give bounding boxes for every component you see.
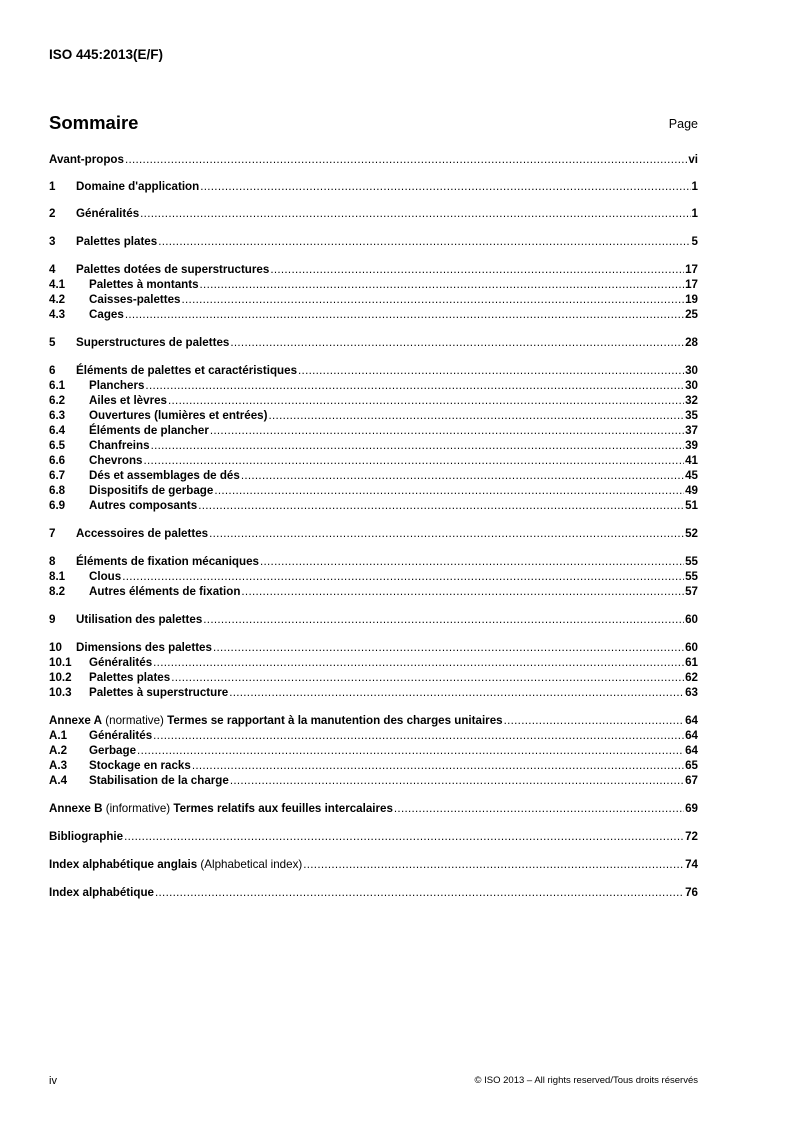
- toc-entry-page: 63: [685, 686, 698, 699]
- toc-entry-label: [49, 801, 393, 816]
- toc-entry-3[interactable]: [49, 234, 698, 249]
- toc-entry-5[interactable]: [49, 335, 698, 350]
- toc-entry-page: 30: [685, 364, 698, 377]
- page-title: Sommaire: [49, 112, 139, 133]
- toc-entry-label: Clous: [89, 570, 122, 583]
- dot-leader: [270, 262, 684, 277]
- toc-entry-page: 64: [685, 729, 698, 742]
- toc-entry-label: Gerbage: [89, 744, 137, 757]
- toc-entry-page: 1: [691, 180, 698, 193]
- dot-leader: [198, 498, 684, 513]
- toc-entry-page: 72: [685, 830, 698, 843]
- toc-entry-label: Bibliographie: [49, 830, 124, 843]
- toc-entry-label: Planchers: [89, 379, 145, 392]
- toc-entry-page: 62: [685, 671, 698, 684]
- toc-entry-number: 4.3: [49, 308, 66, 321]
- toc-entry-label: Éléments de palettes et caractéristiques: [76, 364, 298, 377]
- dot-leader: [158, 234, 690, 249]
- toc-entry-number: 1: [49, 180, 56, 193]
- toc-entry-number: 6.7: [49, 469, 66, 482]
- toc-entry-page: 65: [685, 759, 698, 772]
- toc-entry-page: 64: [685, 714, 698, 727]
- dot-leader: [200, 179, 690, 194]
- toc-entry-page: 28: [685, 336, 698, 349]
- toc-entry-number: 4.2: [49, 293, 66, 306]
- toc-entry-6-7[interactable]: [49, 468, 698, 483]
- toc-entry-page: 55: [685, 570, 698, 583]
- toc-entry-page: 64: [685, 744, 698, 757]
- toc-entry-label: Stabilisation de la charge: [89, 774, 229, 787]
- toc-entry-number: 9: [49, 613, 56, 626]
- toc-entry-number: 6.3: [49, 409, 66, 422]
- annex-title: Termes relatifs aux feuilles intercalaires: [173, 802, 393, 815]
- toc-entry-number: 6.8: [49, 484, 66, 497]
- toc-entry-6-1[interactable]: [49, 378, 698, 393]
- toc-entry-number: 10.3: [49, 686, 72, 699]
- page-header-doc-id: ISO 445:2013(E/F): [49, 47, 164, 62]
- dot-leader: [210, 423, 684, 438]
- index-subtitle: (Alphabetical index): [197, 858, 303, 871]
- toc-entry-label: Généralités: [76, 207, 140, 220]
- toc-entry-label: Éléments de plancher: [89, 424, 209, 437]
- toc-entry-page: 60: [685, 641, 698, 654]
- toc-entry-index-anglais[interactable]: [49, 857, 698, 872]
- toc-entry-7[interactable]: [49, 526, 698, 541]
- toc-entry-annexe-b[interactable]: [49, 801, 698, 816]
- toc-entry-label: Dimensions des palettes: [76, 641, 212, 654]
- toc-entry-label: Superstructures de palettes: [76, 336, 230, 349]
- dot-leader: [298, 363, 684, 378]
- toc-entry-label: Chevrons: [89, 454, 143, 467]
- toc-entry-page: 41: [685, 454, 698, 467]
- toc-entry-a-3[interactable]: [49, 758, 698, 773]
- toc-entry-1[interactable]: [49, 179, 698, 194]
- toc-entry-6-6[interactable]: [49, 453, 698, 468]
- toc-entry-number: 3: [49, 235, 56, 248]
- toc-entry-page: vi: [688, 153, 698, 166]
- toc-entry-label: Palettes plates: [89, 671, 171, 684]
- toc-entry-10-1[interactable]: [49, 655, 698, 670]
- toc-entry-label: Index alphabétique: [49, 886, 155, 899]
- dot-leader: [137, 743, 684, 758]
- toc-entry-page: 32: [685, 394, 698, 407]
- dot-leader: [241, 468, 684, 483]
- toc-entry-label: Autres composants: [89, 499, 198, 512]
- toc-entry-number: 5: [49, 336, 56, 349]
- toc-entry-page: 45: [685, 469, 698, 482]
- dot-leader: [151, 438, 685, 453]
- dot-leader: [209, 526, 684, 541]
- dot-leader: [182, 292, 685, 307]
- toc-entry-number: A.3: [49, 759, 68, 772]
- toc-entry-4-3[interactable]: [49, 307, 698, 322]
- toc-entry-number: 10: [49, 641, 62, 654]
- toc-entry-10-3[interactable]: [49, 685, 698, 700]
- toc-entry-number: 8.1: [49, 570, 66, 583]
- toc-entry-label: [49, 713, 503, 728]
- toc-entry-6[interactable]: [49, 363, 698, 378]
- toc-entry-number: 2: [49, 207, 56, 220]
- toc-entry-number: 6.2: [49, 394, 66, 407]
- title-row: [49, 112, 698, 136]
- toc-entry-number: 4.1: [49, 278, 66, 291]
- toc-entry-number: 4: [49, 263, 56, 276]
- toc-entry-number: 6.6: [49, 454, 66, 467]
- dot-leader: [200, 277, 685, 292]
- toc-entry-label: Palettes plates: [76, 235, 158, 248]
- dot-leader: [153, 655, 684, 670]
- toc-entry-page: 19: [685, 293, 698, 306]
- dot-leader: [394, 801, 684, 816]
- toc-entry-page: 37: [685, 424, 698, 437]
- toc-entry-number: 6.1: [49, 379, 66, 392]
- toc-entry-label: Généralités: [89, 729, 153, 742]
- toc-entry-label: Éléments de fixation mécaniques: [76, 555, 259, 568]
- toc-entry-page: 35: [685, 409, 698, 422]
- toc-entry-label: Ailes et lèvres: [89, 394, 167, 407]
- toc-entry-8-1[interactable]: [49, 569, 698, 584]
- toc-entry-6-9[interactable]: [49, 498, 698, 513]
- toc-entry-6-2[interactable]: [49, 393, 698, 408]
- dot-leader: [213, 640, 684, 655]
- annex-label: Annexe A: [49, 714, 103, 727]
- annex-label: Annexe B: [49, 802, 103, 815]
- toc-entry-page: 25: [685, 308, 698, 321]
- dot-leader: [260, 554, 684, 569]
- toc-entry-label: Palettes à montants: [89, 278, 199, 291]
- toc-entry-label: Utilisation des palettes: [76, 613, 203, 626]
- toc-entry-number: 6.5: [49, 439, 66, 452]
- footer-copyright: © ISO 2013 – All rights reserved/Tous droits réservés: [474, 1075, 698, 1086]
- toc-entry-page: 76: [685, 886, 698, 899]
- toc-entry-number: 7: [49, 527, 56, 540]
- toc-entry-page: 49: [685, 484, 698, 497]
- toc-entry-number: 8: [49, 555, 56, 568]
- dot-leader: [125, 307, 684, 322]
- toc-entry-page: 1: [691, 207, 698, 220]
- toc-entry-6-5[interactable]: [49, 438, 698, 453]
- toc-entry-page: 55: [685, 555, 698, 568]
- toc-entry-label: Stockage en racks: [89, 759, 191, 772]
- toc-entry-4-2[interactable]: [49, 292, 698, 307]
- dot-leader: [168, 393, 684, 408]
- toc-entry-label: Cages: [89, 308, 124, 321]
- annex-type: (informative): [102, 802, 174, 815]
- toc-entry-number: 6: [49, 364, 56, 377]
- toc-entry-6-4[interactable]: [49, 423, 698, 438]
- toc-entry-8[interactable]: [49, 554, 698, 569]
- toc-entry-4-1[interactable]: [49, 277, 698, 292]
- toc-entry-label: Chanfreins: [89, 439, 150, 452]
- toc-entry-label: Palettes à superstructure: [89, 686, 229, 699]
- annex-title: Termes se rapportant à la manutention des charges unitaires: [167, 714, 503, 727]
- toc-entry-number: 10.1: [49, 656, 72, 669]
- toc-entry-label: Avant-propos: [49, 153, 124, 166]
- toc-entry-4[interactable]: [49, 262, 698, 277]
- toc-entry-2[interactable]: [49, 206, 698, 221]
- toc-entry-a-1[interactable]: [49, 728, 698, 743]
- toc-entry-annexe-a[interactable]: [49, 713, 698, 728]
- toc-entry-number: 8.2: [49, 585, 66, 598]
- toc-entry-number: 10.2: [49, 671, 72, 684]
- toc-entry-10[interactable]: [49, 640, 698, 655]
- toc-entry-avant-propos[interactable]: [49, 152, 698, 167]
- toc-entry-bibliographie[interactable]: [49, 829, 698, 844]
- toc-entry-page: 61: [685, 656, 698, 669]
- dot-leader: [153, 728, 684, 743]
- dot-leader: [269, 408, 685, 423]
- dot-leader: [143, 453, 684, 468]
- toc-entry-page: 30: [685, 379, 698, 392]
- toc-entry-number: A.4: [49, 774, 68, 787]
- toc-entry-label: [49, 857, 302, 872]
- toc-entry-number: 6.9: [49, 499, 66, 512]
- toc-entry-page: 17: [685, 263, 698, 276]
- footer-page-number: iv: [49, 1075, 57, 1087]
- toc-entry-label: Dispositifs de gerbage: [89, 484, 214, 497]
- toc-entry-label: Autres éléments de fixation: [89, 585, 241, 598]
- toc-entry-8-2[interactable]: [49, 584, 698, 599]
- dot-leader: [124, 829, 684, 844]
- toc-entry-label: Accessoires de palettes: [76, 527, 209, 540]
- dot-leader: [230, 773, 684, 788]
- toc-entry-label: Caisses-palettes: [89, 293, 181, 306]
- dot-leader: [214, 483, 684, 498]
- dot-leader: [241, 584, 684, 599]
- toc-entry-page: 17: [685, 278, 698, 291]
- toc-entry-a-4[interactable]: [49, 773, 698, 788]
- dot-leader: [122, 569, 684, 584]
- toc-entry-6-3[interactable]: [49, 408, 698, 423]
- toc-entry-page: 5: [691, 235, 698, 248]
- toc-entry-page: 67: [685, 774, 698, 787]
- toc-entry-number: A.2: [49, 744, 68, 757]
- dot-leader: [125, 152, 687, 167]
- dot-leader: [140, 206, 690, 221]
- toc-entry-page: 74: [685, 858, 698, 871]
- toc-entry-label: Ouvertures (lumières et entrées): [89, 409, 268, 422]
- toc-entry-10-2[interactable]: [49, 670, 698, 685]
- toc-entry-number: 6.4: [49, 424, 66, 437]
- page-column-label: Page: [668, 117, 698, 131]
- toc-entry-label: Domaine d'application: [76, 180, 200, 193]
- dot-leader: [230, 335, 684, 350]
- toc-entry-page: 52: [685, 527, 698, 540]
- dot-leader: [229, 685, 684, 700]
- dot-leader: [145, 378, 684, 393]
- toc-entry-number: A.1: [49, 729, 68, 742]
- index-label: Index alphabétique anglais: [49, 858, 198, 871]
- toc-entry-label: Dés et assemblages de dés: [89, 469, 240, 482]
- toc-entry-a-2[interactable]: [49, 743, 698, 758]
- toc-entry-page: 69: [685, 802, 698, 815]
- toc-entry-label: Palettes dotées de superstructures: [76, 263, 270, 276]
- toc-entry-6-8[interactable]: [49, 483, 698, 498]
- dot-leader: [155, 885, 684, 900]
- toc-entry-label: Généralités: [89, 656, 153, 669]
- dot-leader: [504, 713, 685, 728]
- annex-type: (normative): [102, 714, 168, 727]
- toc-entry-page: 51: [685, 499, 698, 512]
- dot-leader: [171, 670, 684, 685]
- toc-entry-9[interactable]: [49, 612, 698, 627]
- toc-entry-page: 57: [685, 585, 698, 598]
- toc-entry-page: 39: [685, 439, 698, 452]
- dot-leader: [203, 612, 684, 627]
- dot-leader: [192, 758, 684, 773]
- dot-leader: [303, 857, 684, 872]
- toc-entry-page: 60: [685, 613, 698, 626]
- toc-entry-index-alphabetique[interactable]: [49, 885, 698, 900]
